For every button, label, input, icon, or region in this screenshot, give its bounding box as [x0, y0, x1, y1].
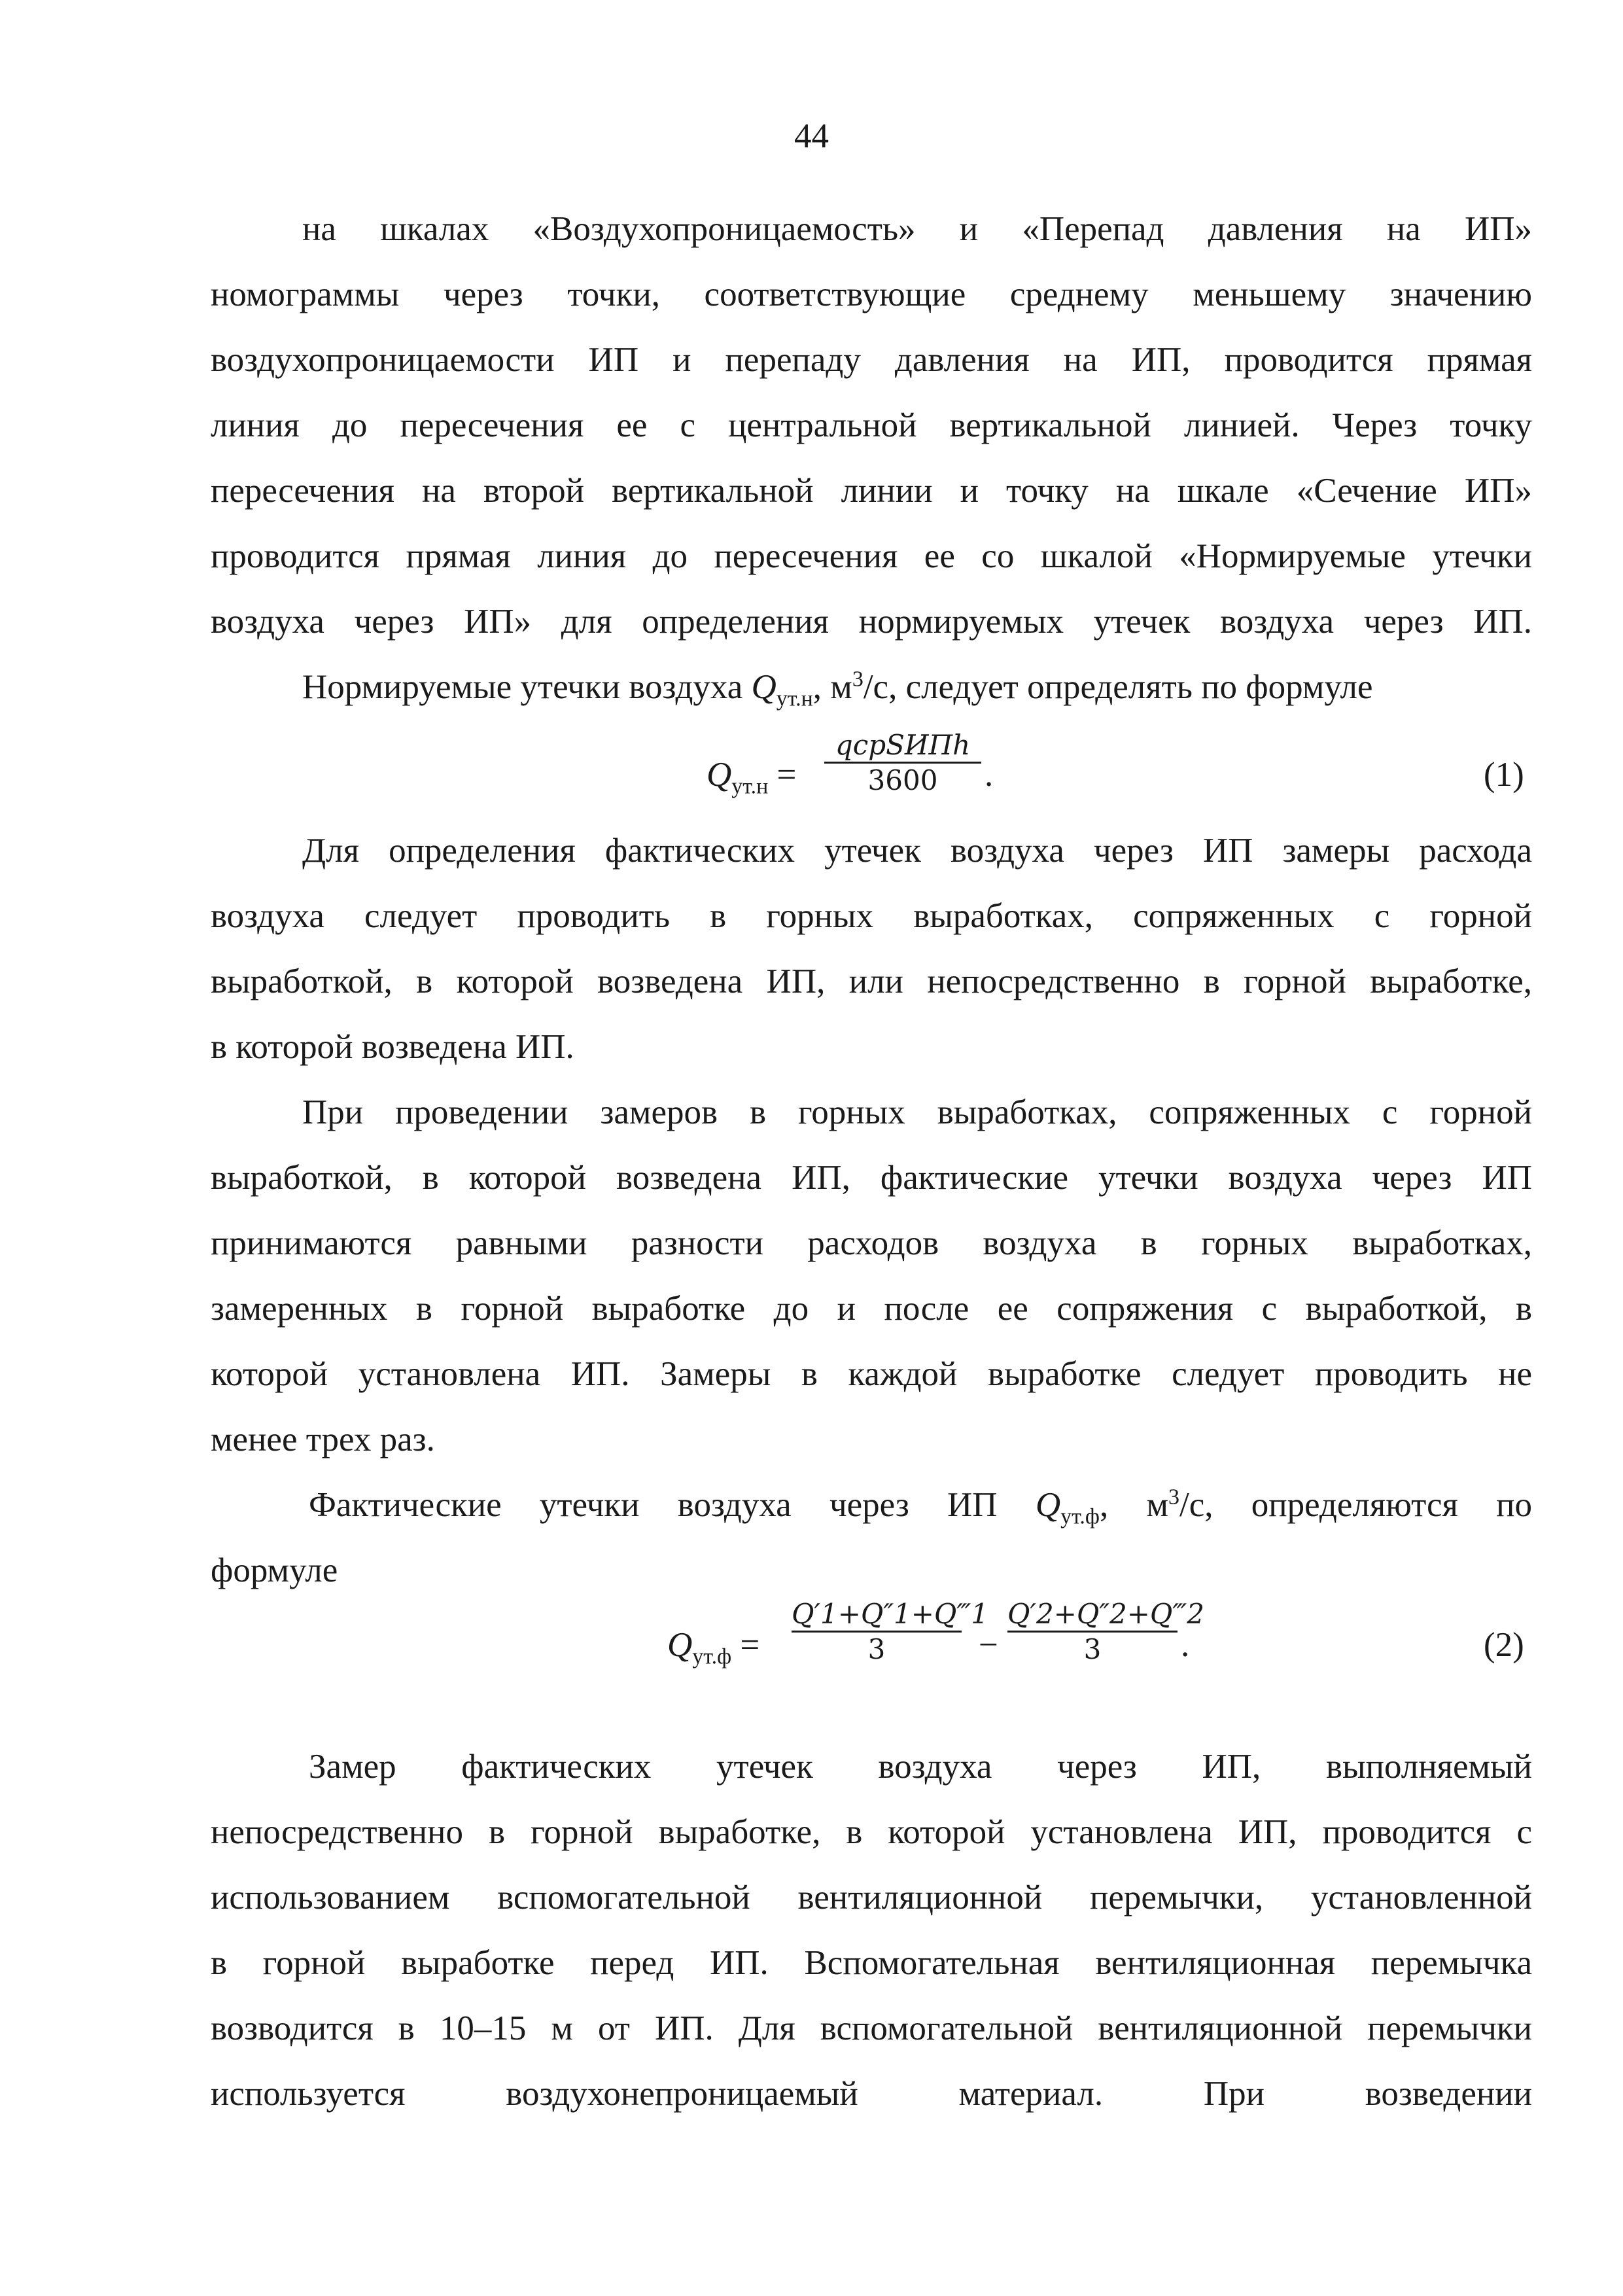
minus-sign: −: [979, 1626, 998, 1664]
paragraph-line: [309, 1484, 1532, 1529]
paragraph-line: Для определения фактических утечек воздуха через ИП замеры расхода: [302, 832, 1532, 870]
fraction-denominator: 3600: [867, 764, 938, 796]
text-run: , м: [812, 668, 852, 706]
formula-lhs: [707, 754, 797, 799]
page-number: 44: [794, 117, 829, 155]
text-run: Нормируемые утечки воздуха: [302, 668, 752, 706]
paragraph-line: линия до пересечения ее с центральной вертикальной линией. Через точку: [211, 406, 1532, 444]
paragraph-line: непосредственно в горной выработке, в которой установлена ИП, проводится с: [211, 1813, 1532, 1851]
paragraph-line: номограммы через точки, соответствующие среднему меньшему значению: [211, 275, 1532, 313]
fraction-numerator: Q′2+Q″2+Q‴2: [1007, 1598, 1204, 1630]
paragraph-line: [302, 666, 1532, 711]
paragraph-line: воздухопроницаемости ИП и перепаду давления на ИП, проводится прямая: [211, 341, 1532, 379]
symbol-q: Q: [707, 756, 732, 794]
fraction-2: [1007, 1598, 1204, 1667]
paragraph-line: воздуха следует проводить в горных выработках, сопряженных с горной: [211, 897, 1532, 935]
symbol-q: Q: [1035, 1486, 1061, 1524]
symbol-q: Q: [667, 1626, 693, 1664]
paragraph-line: выработкой, в которой возведена ИП, фактические утечки воздуха через ИП: [211, 1159, 1532, 1197]
text-run: /с, определяются по: [1179, 1486, 1532, 1524]
paragraph-line: которой установлена ИП. Замеры в каждой выработке следует проводить не: [211, 1355, 1532, 1393]
paragraph-line: воздуха через ИП» для определения нормируемых утечек воздуха через ИП.: [211, 603, 1532, 641]
fraction-denominator: 3: [867, 1633, 886, 1665]
fraction: [824, 729, 981, 798]
paragraph-line: использованием вспомогательной вентиляционной перемычки, установленной: [211, 1879, 1532, 1916]
paragraph-line: в горной выработке перед ИП. Вспомогательная вентиляционная перемычка: [211, 1944, 1532, 1982]
paragraph-line: проводится прямая линия до пересечения ее со шкалой «Нормируемые утечки: [211, 537, 1532, 575]
formula-trail: .: [985, 756, 994, 794]
paragraph-line: формуле: [211, 1551, 338, 1589]
paragraph-line: Замер фактических утечек воздуха через ИП, выполняемый: [309, 1748, 1532, 1786]
text-run: Фактические утечки воздуха через ИП: [309, 1486, 1036, 1524]
text-run: /с, следует определять по формуле: [863, 668, 1373, 706]
paragraph-line: в которой возведена ИП.: [211, 1028, 574, 1066]
paragraph-line: выработкой, в которой возведена ИП, или непосредственно в горной выработке,: [211, 963, 1532, 1000]
symbol-subscript: ут.ф: [1060, 1504, 1100, 1529]
symbol-subscript: ут.н: [776, 686, 813, 711]
formula-2: [667, 1595, 1256, 1687]
equals-sign: =: [768, 756, 797, 794]
formula-trail: .: [1181, 1626, 1190, 1664]
fraction-1: [792, 1598, 988, 1667]
paragraph-line: на шкалах «Воздухопроницаемость» и «Перепад давления на ИП»: [302, 210, 1532, 248]
paragraph-line: пересечения на второй вертикальной линии и точку на шкале «Сечение ИП»: [211, 472, 1532, 510]
paragraph-line: При проведении замеров в горных выработках, сопряженных с горной: [302, 1093, 1532, 1131]
equation-number: (1): [1484, 756, 1524, 794]
fraction-numerator: qсрSИПh: [835, 729, 971, 761]
equals-sign: =: [731, 1626, 760, 1664]
equation-number: (2): [1484, 1626, 1524, 1664]
symbol-q: Q: [751, 668, 777, 706]
formula-lhs: [667, 1624, 760, 1669]
fraction-denominator: 3: [1083, 1633, 1102, 1665]
symbol-subscript: ут.н: [731, 774, 769, 799]
units-superscript: 3: [1168, 1485, 1179, 1510]
paragraph-line: принимаются равными разности расходов воздуха в горных выработках,: [211, 1224, 1532, 1262]
paragraph-line: используется воздухонепроницаемый материал. При возведении: [211, 2075, 1532, 2113]
paragraph-line: менее трех раз.: [211, 1421, 435, 1458]
paragraph-line: замеренных в горной выработке до и после ее сопряжения с выработкой, в: [211, 1290, 1532, 1328]
fraction-numerator: Q′1+Q″1+Q‴1: [792, 1598, 988, 1630]
units-superscript: 3: [852, 667, 864, 692]
symbol-subscript: ут.ф: [692, 1644, 732, 1669]
text-run: , м: [1099, 1486, 1168, 1524]
formula-1: [707, 728, 1099, 813]
paragraph-line: возводится в 10–15 м от ИП. Для вспомогательной вентиляционной перемычки: [211, 2009, 1532, 2047]
